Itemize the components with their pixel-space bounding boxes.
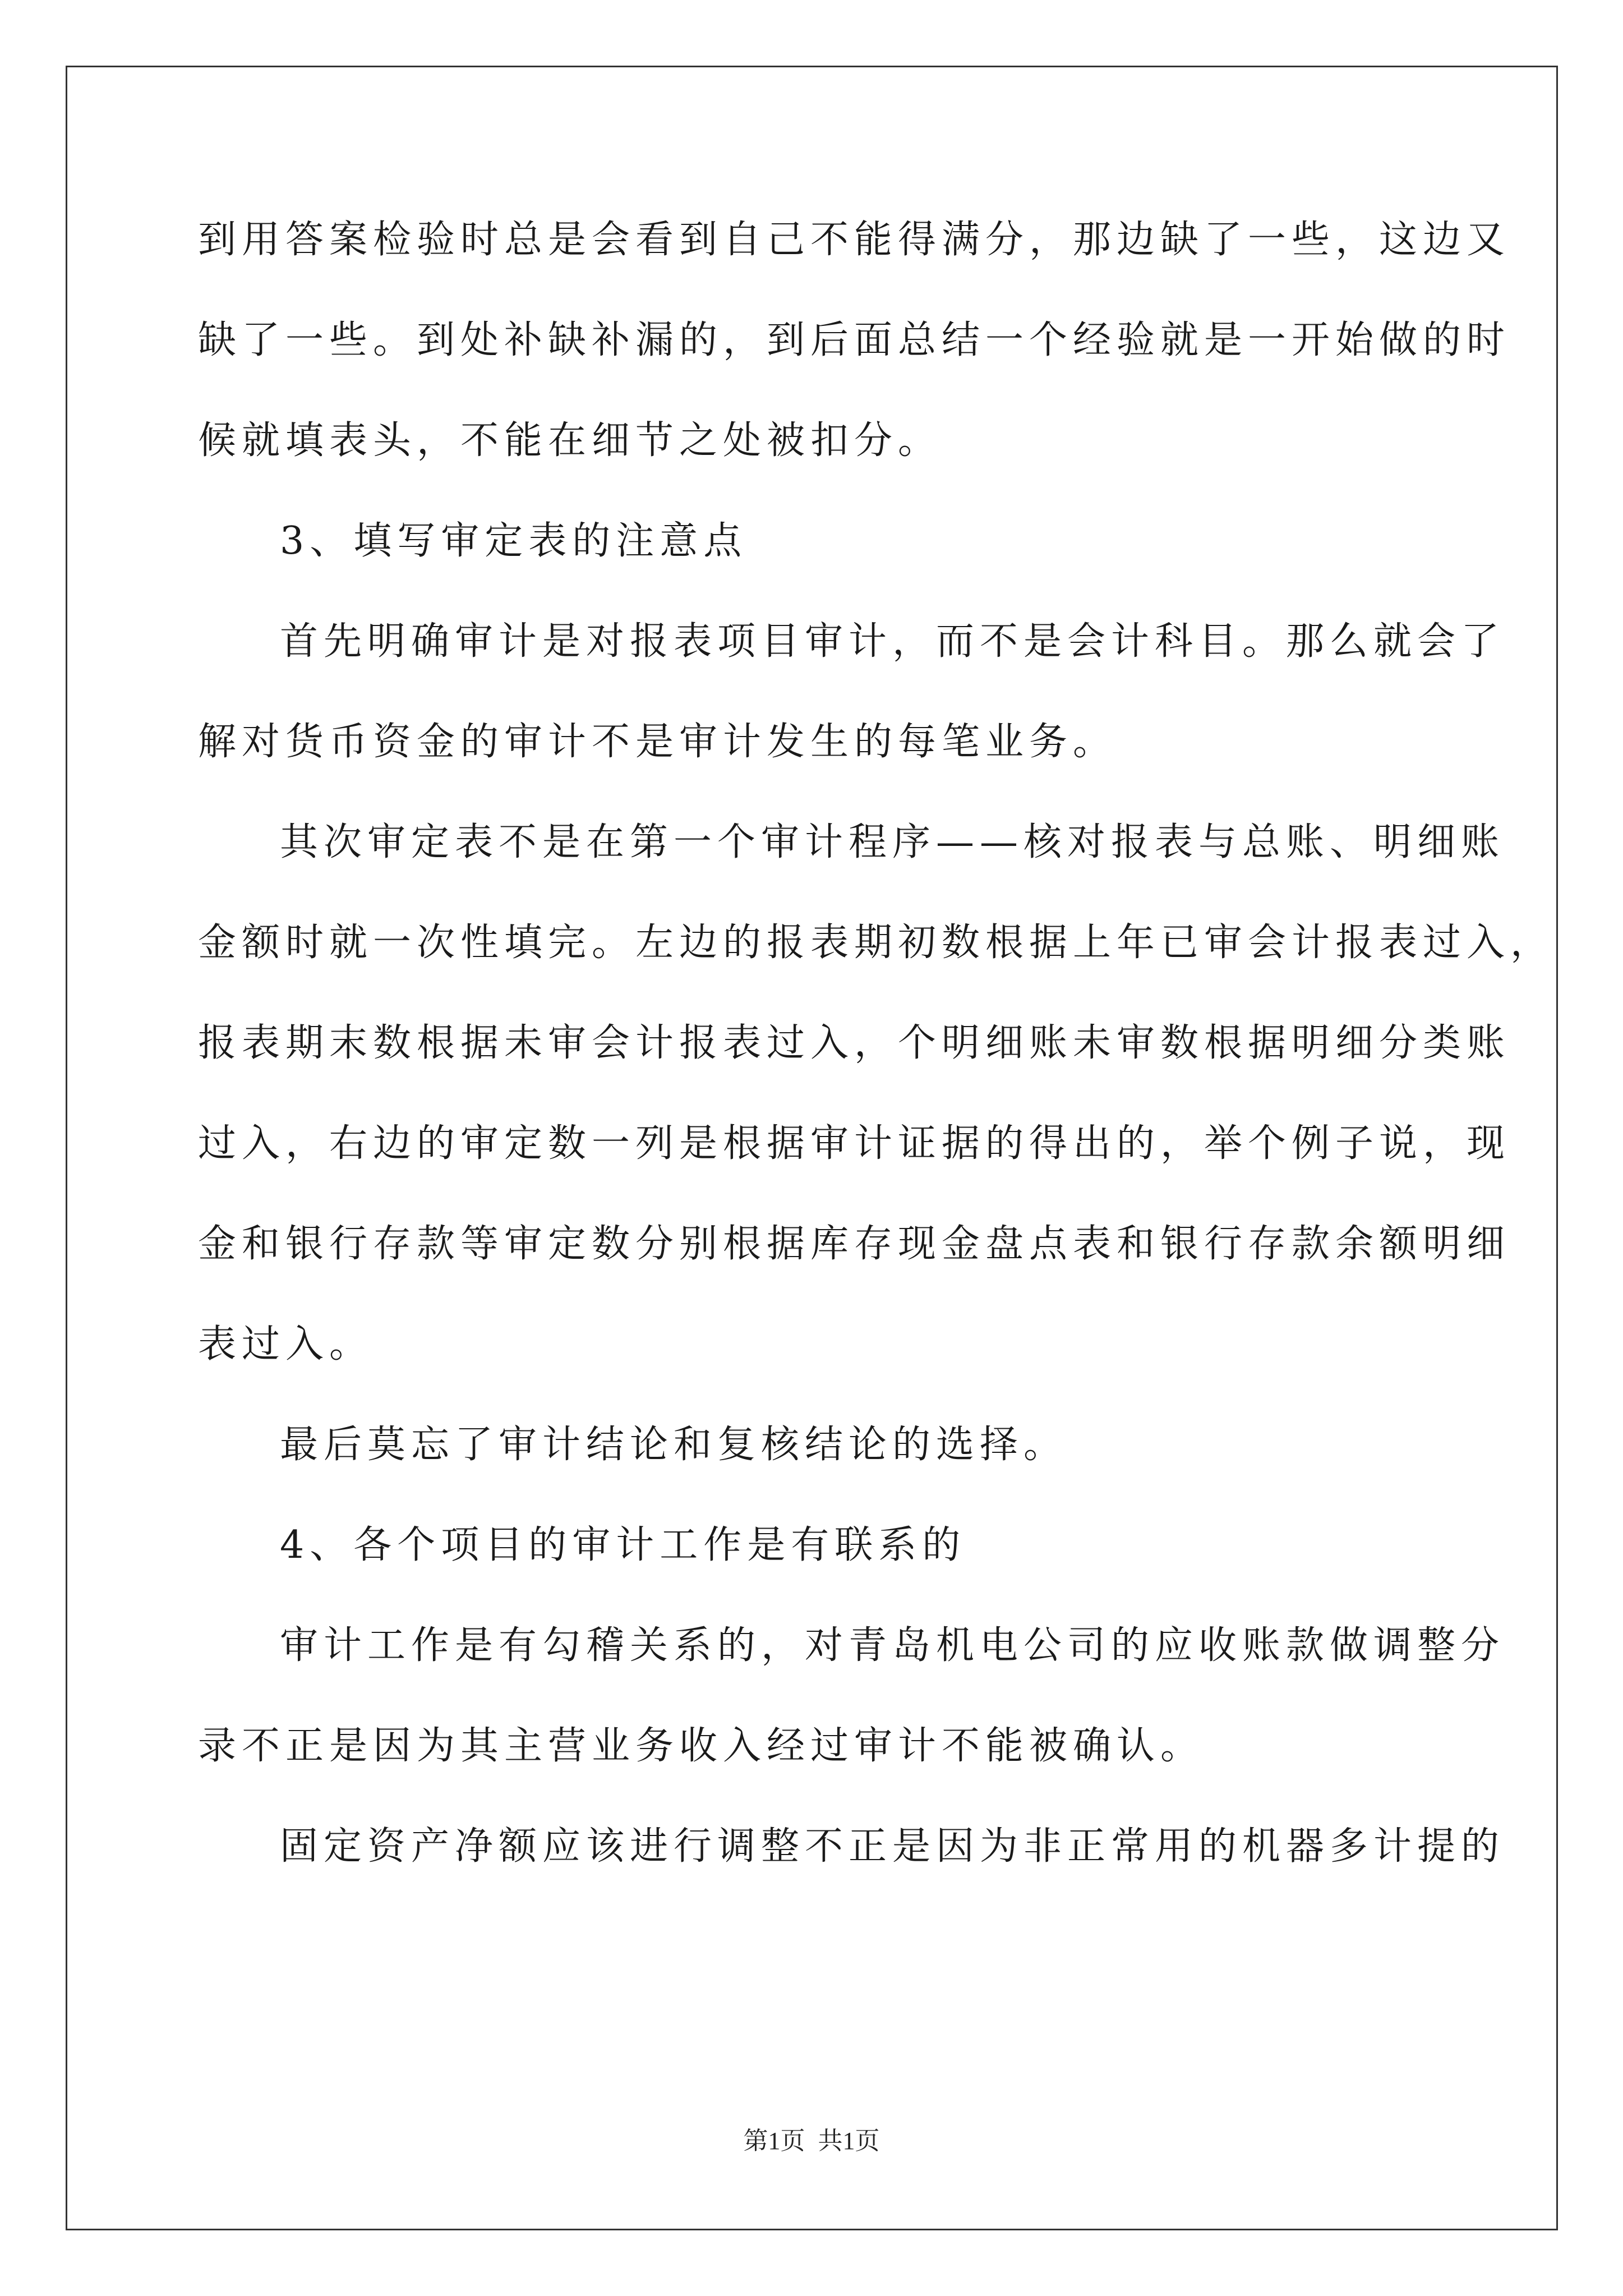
text-line: 金额时就一次性填完。左边的报表期初数根据上年已审会计报表过入，: [198, 921, 1555, 965]
paragraph-start: 最后莫忘了审计结论和复核结论的选择。: [280, 1423, 1068, 1467]
text-line: 缺了一些。到处补缺补漏的，到后面总结一个经验就是一开始做的时: [198, 318, 1511, 362]
text-line: 过入，右边的审定数一列是根据审计证据的得出的，举个例子说，现: [198, 1121, 1511, 1166]
page-number: 第1页: [743, 2127, 805, 2155]
text-line: 录不正是因为其主营业务收入经过审计不能被确认。: [198, 1724, 1205, 1768]
section-heading: 3、填写审定表的注意点: [280, 519, 748, 563]
paragraph-start: 固定资产净额应该进行调整不正是因为非正常用的机器多计提的: [280, 1824, 1505, 1869]
text-line: 表过入。: [198, 1322, 374, 1366]
paragraph-start: 审计工作是有勾稽关系的，对青岛机电公司的应收账款做调整分: [280, 1623, 1505, 1668]
paragraph-start: 首先明确审计是对报表项目审计，而不是会计科目。那么就会了: [280, 619, 1505, 664]
text-line: 金和银行存款等审定数分别根据库存现金盘点表和银行存款余额明细: [198, 1222, 1511, 1266]
section-heading: 4、各个项目的审计工作是有联系的: [280, 1523, 966, 1567]
text-line: 解对货币资金的审计不是审计发生的每笔业务。: [198, 720, 1117, 764]
text-line: 候就填表头，不能在细节之处被扣分。: [198, 418, 942, 463]
page-count: 共1页: [818, 2127, 880, 2155]
paragraph-start: 其次审定表不是在第一个审计程序——核对报表与总账、明细账: [280, 820, 1505, 864]
page-footer: [0, 2120, 1623, 2156]
text-line: 到用答案检验时总是会看到自己不能得满分，那边缺了一些，这边又: [198, 218, 1511, 262]
text-line: 报表期末数根据未审会计报表过入，个明细账未审数根据明细分类账: [198, 1021, 1511, 1065]
